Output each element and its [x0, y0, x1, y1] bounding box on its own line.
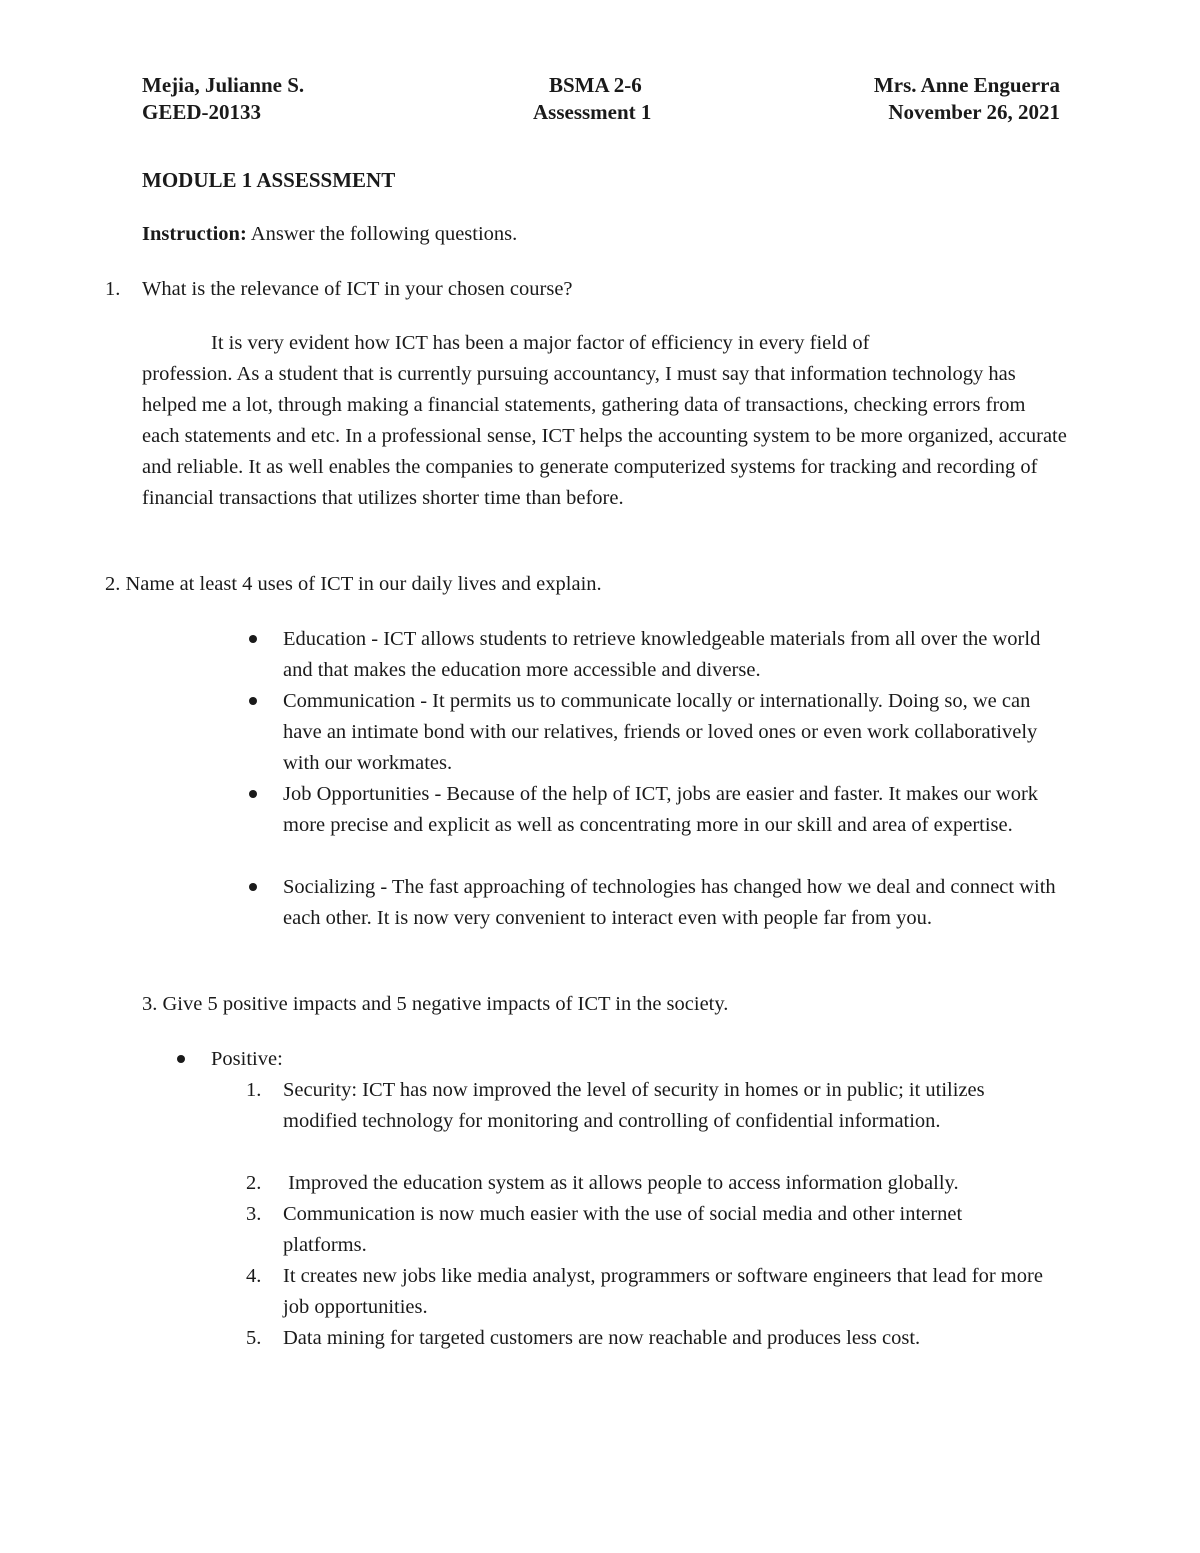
list-item-number: 2. [246, 1172, 262, 1194]
course-code: GEED-20133 [142, 100, 262, 124]
section: BSMA 2-6 [549, 73, 642, 97]
q1-number: 1. [105, 278, 121, 300]
list-item: Communication - It permits us to communicate locally or internationally. Doing so, we can have an intimate bond with our relatives, friends or loved ones or even work collaboratively with our workmates. [283, 690, 1038, 774]
list-item: Data mining for targeted customers are now reachable and produces less cost. [283, 1327, 921, 1349]
document-date: November 26, 2021 [888, 100, 1060, 124]
list-item: Job Opportunities - Because of the help of ICT, jobs are easier and faster. It makes our work more precise and explicit as well as concentrating more in our skill and area of expertise. [283, 783, 1039, 836]
bullet-icon [177, 1055, 185, 1063]
bullet-icon [249, 790, 257, 798]
list-item-number: 4. [246, 1265, 262, 1287]
instruction-text: Answer the following questions. [246, 223, 518, 245]
list-item-number: 1. [246, 1079, 262, 1101]
q2-question: 2. Name at least 4 uses of ICT in our daily lives and explain. [105, 573, 602, 595]
list-item-number: 5. [246, 1327, 262, 1349]
assessment-label: Assessment 1 [533, 100, 652, 124]
positive-label: Positive: [211, 1048, 283, 1070]
bullet-icon [249, 883, 257, 891]
list-item: Education - ICT allows students to retrieve knowledgeable materials from all over the world and that makes the education more accessible and diverse. [283, 628, 1041, 681]
instruction [142, 219, 517, 250]
bullet-icon [249, 635, 257, 643]
list-item: Security: ICT has now improved the level of security in homes or in public; it utilizes modified technology for monitoring and controlling of confidential information. [283, 1079, 985, 1132]
instruction-label: Instruction: [142, 223, 247, 245]
page-title: MODULE 1 ASSESSMENT [142, 168, 396, 192]
bullet-icon [249, 697, 257, 705]
q1-answer-first-line: It is very evident how ICT has been a major factor of efficiency in every field of [211, 332, 870, 354]
instructor-name: Mrs. Anne Enguerra [873, 73, 1060, 97]
q3-question: 3. Give 5 positive impacts and 5 negative impacts of ICT in the society. [142, 993, 729, 1015]
q1-question: What is the relevance of ICT in your chosen course? [142, 278, 573, 300]
list-item: Improved the education system as it allows people to access information globally. [283, 1172, 959, 1194]
list-item: Communication is now much easier with the use of social media and other internet platforms. [283, 1203, 963, 1256]
q1-answer-body: profession. As a student that is currently pursuing accountancy, I must say that information technology has helped me a lot, through making a financial statements, gathering data of transactions, checking errors from each statements and etc. In a professional sense, ICT helps the accounting system to be more organized, accurate and reliable. It as well enables the companies to generate computerized systems for tracking and recording of financial transactions that utilizes shorter time than before. [142, 363, 1067, 509]
list-item-number: 3. [246, 1203, 262, 1225]
student-name: Mejia, Julianne S. [142, 73, 305, 97]
list-item: Socializing - The fast approaching of technologies has changed how we deal and connect with each other. It is now very convenient to interact even with people far from you. [283, 876, 1056, 929]
list-item: It creates new jobs like media analyst, programmers or software engineers that lead for more job opportunities. [283, 1265, 1043, 1318]
